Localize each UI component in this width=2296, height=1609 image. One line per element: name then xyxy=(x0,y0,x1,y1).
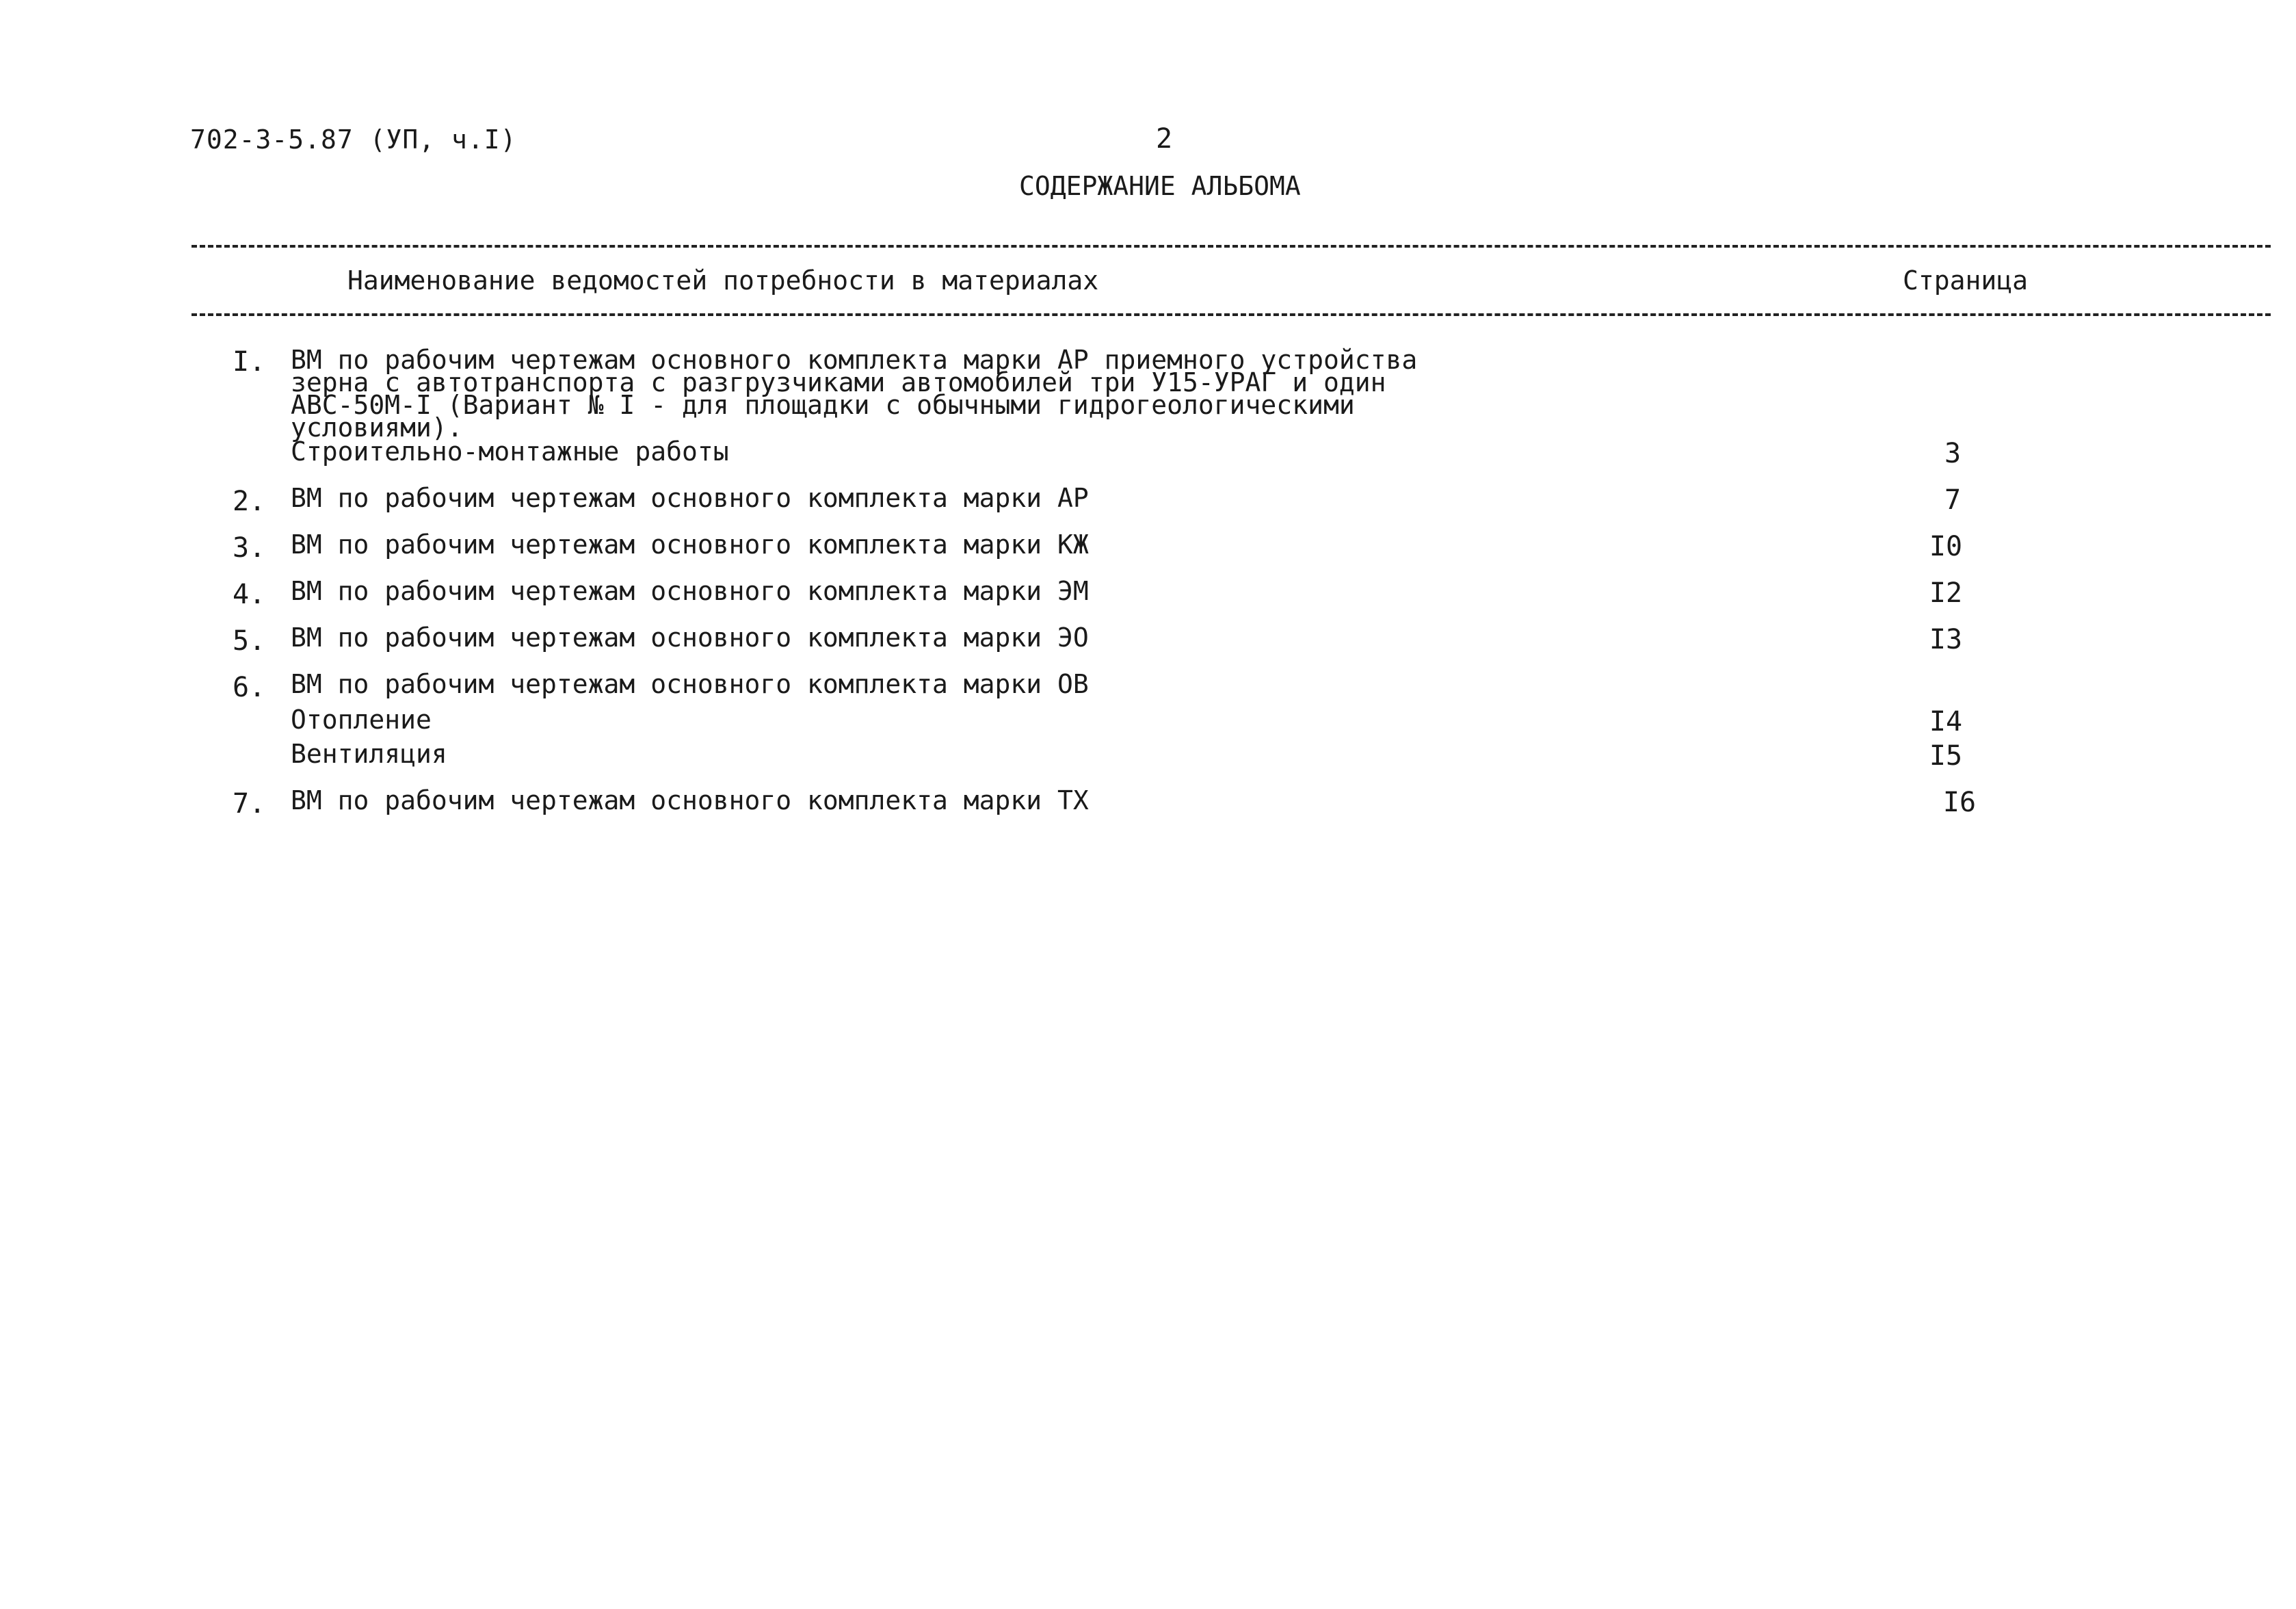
entry-number: I. xyxy=(233,346,266,378)
entry-text-line: ВМ по рабочим чертежам основного комплекта марки АР приемного устройства xyxy=(291,345,1418,375)
entry-number: 5. xyxy=(233,625,266,657)
entry-sub-label: Строительно-монтажные работы xyxy=(291,436,729,467)
page-number: 2 xyxy=(1156,123,1173,155)
table-top-rule xyxy=(192,245,2271,248)
entry-page: I4 xyxy=(1929,706,1963,737)
entry-text-line: ВМ по рабочим чертежам основного комплекта марки ТХ xyxy=(291,785,1089,815)
entry-number: 7. xyxy=(233,788,266,820)
entry-page: I0 xyxy=(1929,531,1963,562)
entry-text-line: зерна с автотранспорта с разгрузчиками автомобилей три У15-УРАГ и один xyxy=(291,367,1386,397)
entry-text-line: ВМ по рабочим чертежам основного комплекта марки ЭМ xyxy=(291,576,1089,606)
entry-text-line: условиями). xyxy=(291,413,463,443)
entry-text-line: АВС-50М-I (Вариант № I - для площадки с обычными гидрогеологическими xyxy=(291,390,1355,420)
entry-sub-label: Отопление xyxy=(291,705,432,735)
entry-number: 2. xyxy=(233,486,266,517)
table-header-rule xyxy=(192,313,2271,316)
entry-number: 4. xyxy=(233,579,266,610)
entry-page: I3 xyxy=(1929,624,1963,655)
column-header-page: Страница xyxy=(1903,265,2029,296)
entry-page: I2 xyxy=(1929,577,1963,609)
entry-page: 7 xyxy=(1944,484,1962,516)
column-header-name: Наименование ведомостей потребности в материалах xyxy=(347,265,1099,296)
document-code: 702-3-5.87 (УП, ч.I) xyxy=(190,125,517,155)
entry-text-line: ВМ по рабочим чертежам основного комплекта марки КЖ xyxy=(291,529,1089,560)
entry-number: 3. xyxy=(233,532,266,564)
entry-page: 3 xyxy=(1944,438,1962,469)
entry-page: I6 xyxy=(1942,787,1977,818)
entry-text-line: ВМ по рабочим чертежам основного комплекта марки АР xyxy=(291,483,1089,513)
entry-text-line: ВМ по рабочим чертежам основного комплекта марки ОВ xyxy=(291,669,1089,699)
entry-sub-label: Вентиляция xyxy=(291,739,447,769)
entry-number: 6. xyxy=(233,672,266,703)
entry-page: I5 xyxy=(1929,740,1963,772)
entry-text-line: ВМ по рабочим чертежам основного комплекта марки ЭО xyxy=(291,623,1089,653)
album-title: СОДЕРЖАНИЕ АЛЬБОМА xyxy=(1019,171,1301,201)
